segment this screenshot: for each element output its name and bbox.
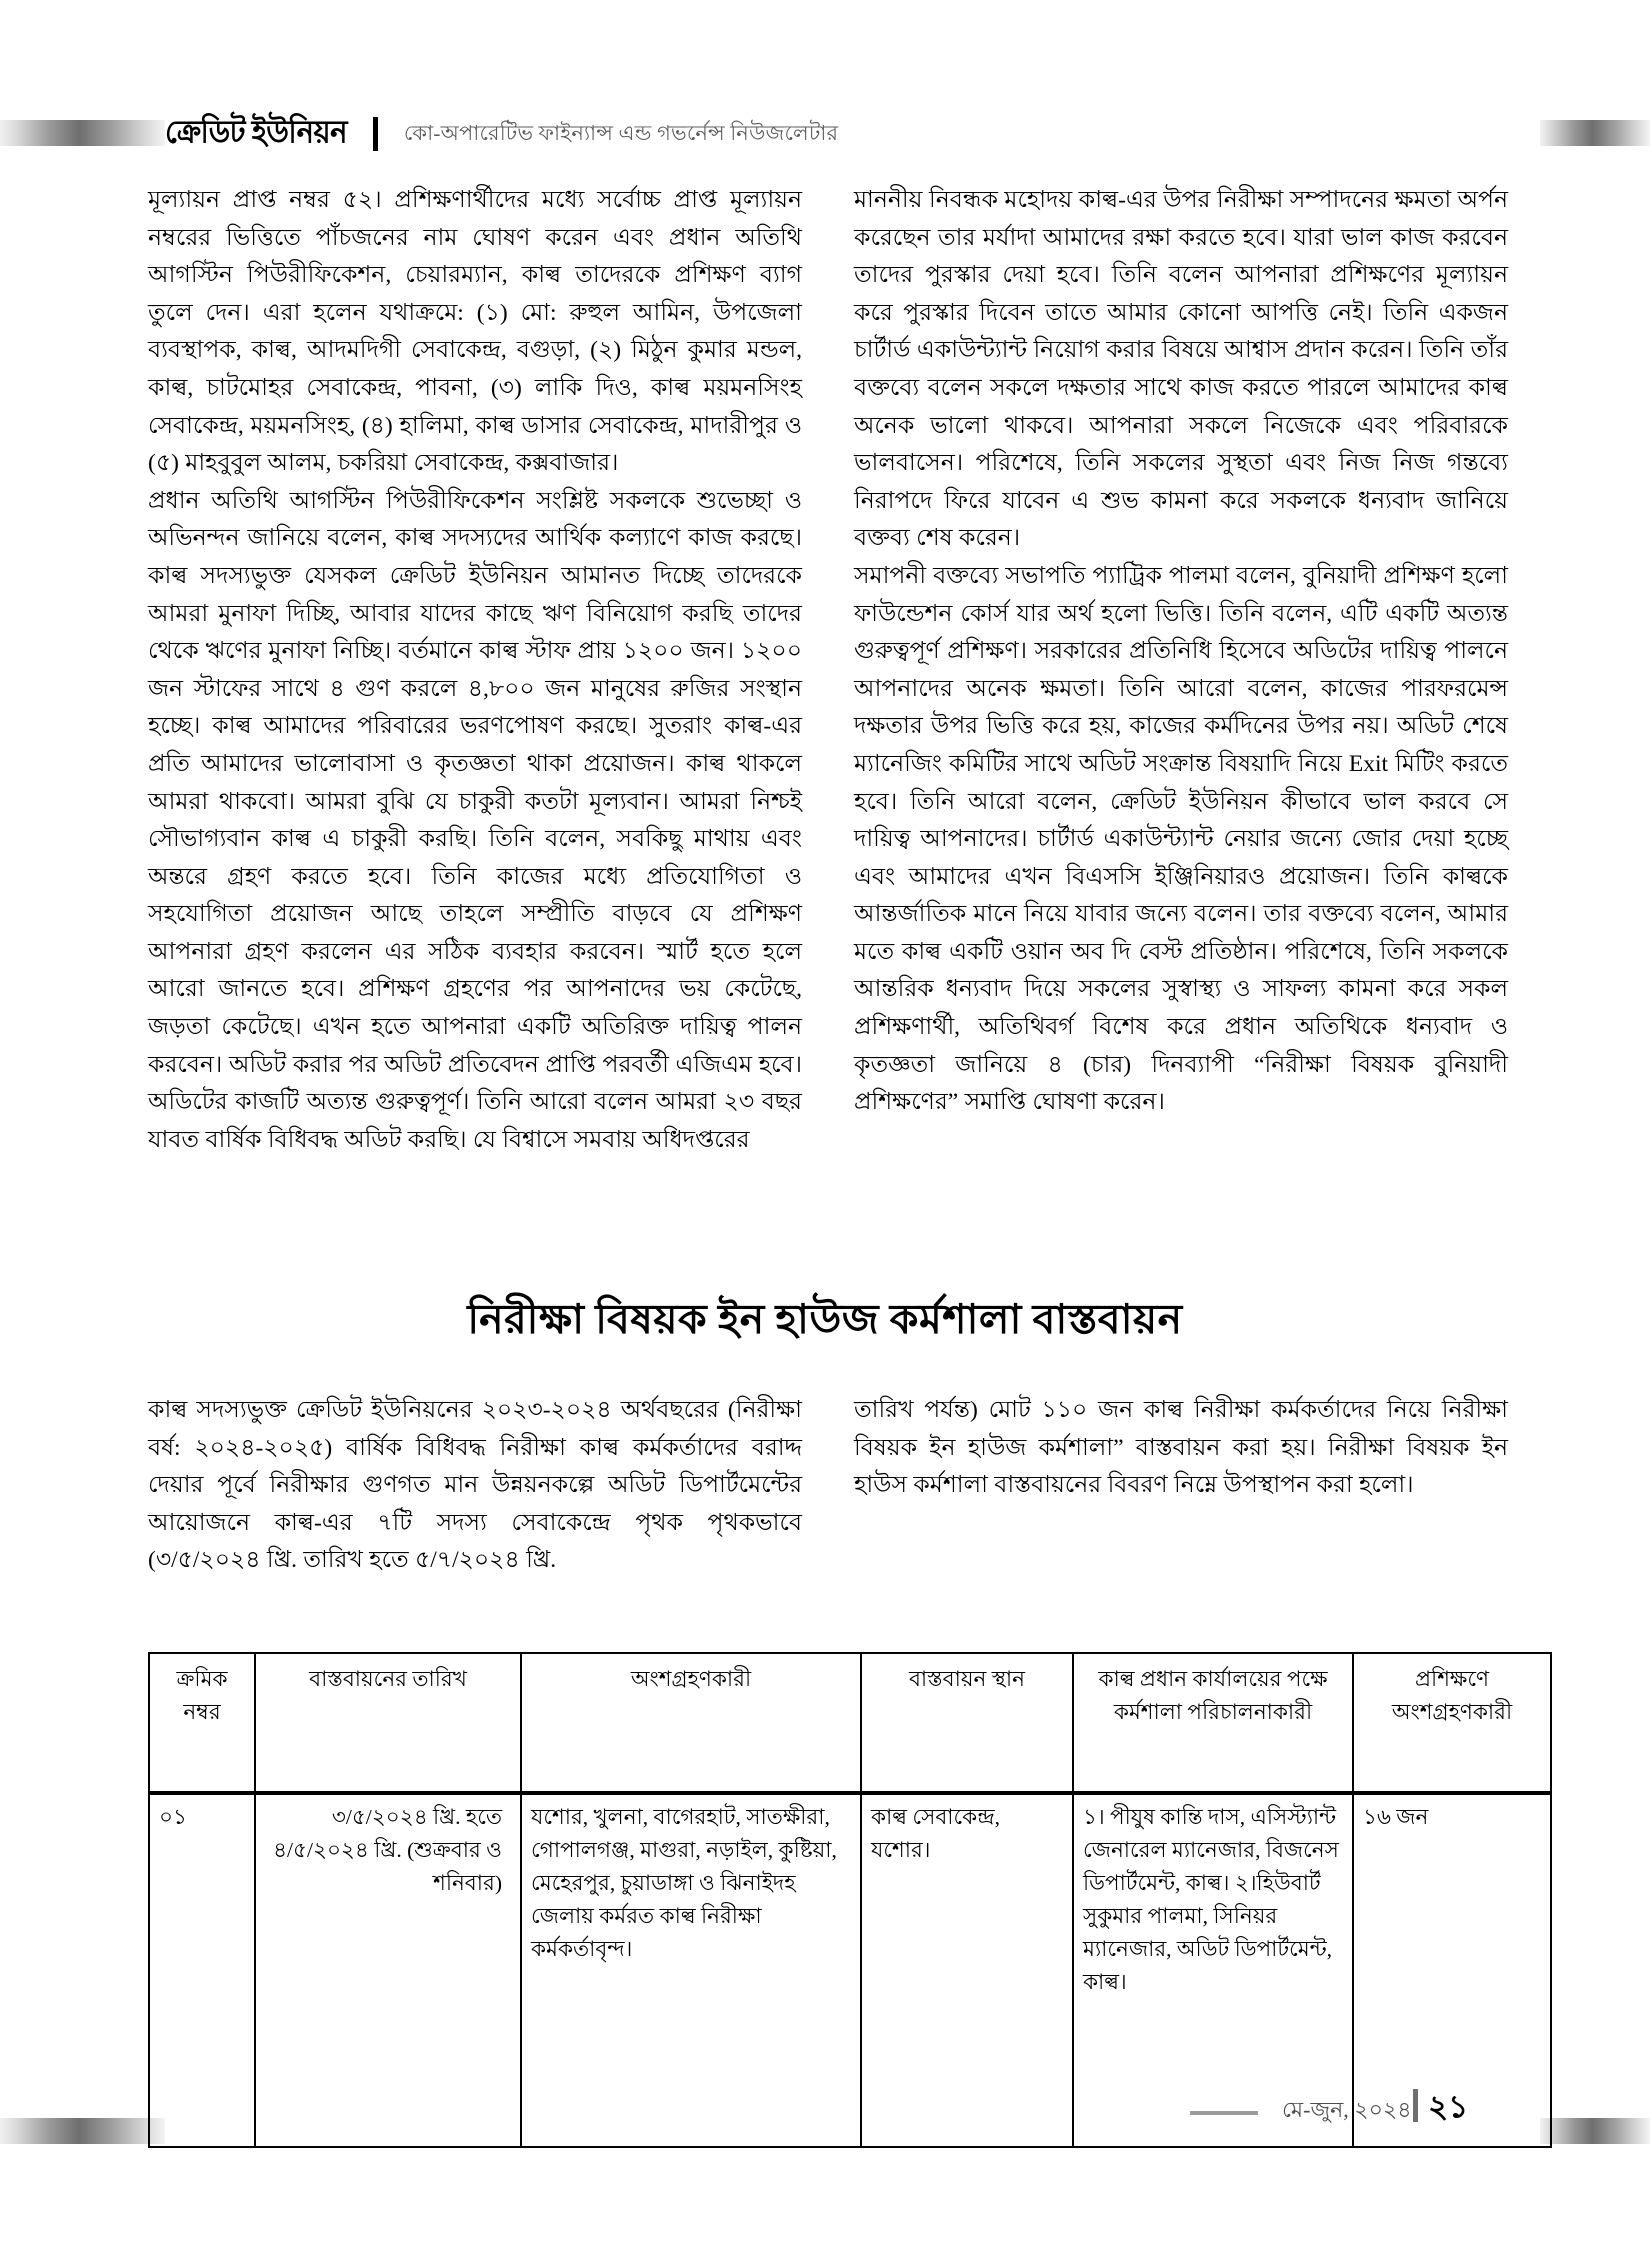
footer-rule — [1190, 2111, 1258, 2115]
col-header-count: প্রশিক্ষণে অংশগ্রহণকারী — [1353, 1653, 1551, 1793]
workshop-table — [148, 1652, 1552, 2148]
article-paragraph: সমাপনী বক্তব্যে সভাপতি প্যাট্রিক পালমা বলেন, বুনিয়াদী প্রশিক্ষণ হলো ফাউন্ডেশন কোর্স যার অর্থ হলো ভিত্তি। তিনি বলেন, এটি একটি অত্যন্ত গুরুত্বপূর্ণ প্রশিক্ষণ। সরকারের প্রতিনিধি হিসেবে অডিটের দায়িত্ব পালনে আপনাদের অনেক ক্ষমতা। তিনি আরো বলেন, কাজের পারফরমেন্স দক্ষতার উপর ভিত্তি করে হয়, কাজের কর্মদিনের উপর নয়। অডিট শেষে ম্যানেজিং কমিটির সাথে অডিট সংক্রান্ত বিষয়াদি নিয়ে Exit মিটিং করতে হবে। তিনি আরো বলেন, ক্রেডিট ইউনিয়ন কীভাবে ভাল করবে সে দায়িত্ব আপনাদের। চার্টার্ড একাউন্ট্যান্ট নেয়ার জন্যে জোর দেয়া হচ্ছে এবং আমাদের এখন বিএসসি ইঞ্জিনিয়ারও প্রয়োজন। তিনি কাল্বকে আন্তর্জাতিক মানে নিয়ে যাবার জন্যে বলেন। তার বক্তব্যে বলেন, আমার মতে কাল্ব একটি ওয়ান অব দি বেস্ট প্রতিষ্ঠান। পরিশেষে, তিনি সকলকে আন্তরিক ধন্যবাদ দিয়ে সকলের সুস্বাস্থ্য ও সাফল্য কামনা করে সকল প্রশিক্ষণার্থী, অতিথিবর্গ বিশেষ করে প্রধান অতিথিকে ধন্যবাদ ও কৃতজ্ঞতা জানিয়ে ৪ (চার) দিনব্যাপী “নিরীক্ষা বিষয়ক বুনিয়াদী প্রশিক্ষণের” সমাপ্তি ঘোষণা করেন। — [854, 562, 1508, 1116]
intro-paragraph: কাল্ব সদস্যভুক্ত ক্রেডিট ইউনিয়নের ২০২৩-২০২৪ অর্থবছরের (নিরীক্ষা বর্ষ: ২০২৪-২০২৫) বার্ষিক বিধিবদ্ধ নিরীক্ষা কাল্ব কর্মকর্তাদের বরাদ্দ দেয়ার পূর্বে নিরীক্ষার গুণগত মান উন্নয়নকল্পে অডিট ডিপার্টমেন্টের আয়োজনে কাল্ব-এর ৭টি সদস্য সেবাকেন্দ্রে পৃথক পৃথকভাবে (৩/৫/২০২৪ খ্রি. তারিখ হতে ৫/৭/২০২৪ খ্রি. — [148, 1397, 802, 1574]
cell-date: ৩/৫/২০২৪ খ্রি. হতে ৪/৫/২০২৪ খ্রি. (শুক্রবার ও শনিবার) — [255, 1793, 521, 2147]
col-header-date: বাস্তবায়নের তারিখ — [255, 1653, 521, 1793]
workshop-table-wrapper — [148, 1652, 1513, 2148]
col-header-venue: বাস্তবায়ন স্থান — [861, 1653, 1073, 1793]
article-paragraph: মূল্যায়ন প্রাপ্ত নম্বর ৫২। প্রশিক্ষণার্থীদের মধ্যে সর্বোচ্চ প্রাপ্ত মূল্যায়ন নম্বরের ভিত্তিতে পাঁচজনের নাম ঘোষণ করেন এবং প্রধান অতিথি আগস্টিন পিউরীফিকেশন, চেয়ারম্যান, কাল্ব তাদেরকে প্রশিক্ষণ ব্যাগ তুলে দেন। এরা হলেন যথাক্রমে: (১) মো: রুহুল আমিন, উপজেলা ব্যবস্থাপক, কাল্ব, আদমদিগী সেবাকেন্দ্র, বগুড়া, (২) মিঠুন কুমার মন্ডল, কাল্ব, চাটমোহর সেবাকেন্দ্র, পাবনা, (৩) লাকি দিও, কাল্ব ময়মনসিংহ সেবাকেন্দ্র, ময়মনসিংহ, (৪) হালিমা, কাল্ব ডাসার সেবাকেন্দ্র, মাদারীপুর ও (৫) মাহবুবুল আলম, চকরিয়া সেবাকেন্দ্র, কক্সবাজার। — [148, 187, 802, 477]
page-number: ২১ — [1428, 2089, 1469, 2124]
masthead — [165, 112, 1540, 156]
col-header-facilitators: কাল্ব প্রধান কার্যালয়ের পক্ষে কর্মশালা পরিচালনাকারী — [1073, 1653, 1353, 1793]
page-footer — [0, 2091, 1650, 2131]
article-columns — [148, 182, 1508, 1159]
masthead-subtitle: কো-অপারেটিভ ফাইন্যান্স এন্ড গভর্নেন্স নিউজলেটার — [403, 120, 839, 145]
cell-participants: যশোর, খুলনা, বাগেরহাট, সাতক্ষীরা, গোপালগঞ্জ, মাগুরা, নড়াইল, কুষ্টিয়া, মেহেরপুর, চুয়াডাঙ্গা ও ঝিনাইদহ জেলায় কর্মরত কাল্ব নিরীক্ষা কর্মকর্তাবৃন্দ। — [521, 1793, 861, 2147]
article-paragraph: মাননীয় নিবন্ধক মহোদয় কাল্ব-এর উপর নিরীক্ষা সম্পাদনের ক্ষমতা অর্পন করেছেন তার মর্যাদা আমাদের রক্ষা করতে হবে। যারা ভাল কাজ করবেন তাদের পুরস্কার দেয়া হবে। তিনি বলেন আপনারা প্রশিক্ষণের মূল্যায়ন করে পুরস্কার দিবেন তাতে আমার কোনো আপত্তি নেই। তিনি একজন চার্টার্ড একাউন্ট্যান্ট নিয়োগ করার বিষয়ে আশ্বাস প্রদান করেন। তিনি তাঁর বক্তব্যে বলেন সকলে দক্ষতার সাথে কাজ করতে পারলে আমাদের কাল্ব অনেক ভালো থাকবে। আপনারা সকলে নিজেকে এবং পরিবারকে ভালবাসেন। পরিশেষে, তিনি সকলের সুস্থতা এবং নিজ নিজ গন্তব্যে নিরাপদে ফিরে যাবেন এ শুভ কামনা করে সকলকে ধন্যবাদ জানিয়ে বক্তব্য শেষ করেন। — [854, 187, 1508, 552]
intro-right-column — [854, 1392, 1508, 1580]
cell-venue: কাল্ব সেবাকেন্দ্র, যশোর। — [861, 1793, 1073, 2147]
article-paragraph: প্রধান অতিথি আগস্টিন পিউরীফিকেশন সংশ্লিষ্ট সকলকে শুভেচ্ছা ও অভিনন্দন জানিয়ে বলেন, কাল্ব সদস্যদের আর্থিক কল্যাণে কাজ করছে। কাল্ব সদস্যভুক্ত যেসকল ক্রেডিট ইউনিয়ন আমানত দিচ্ছে তাদেরকে আমরা মুনাফা দিচ্ছি, আবার যাদের কাছে ঋণ বিনিয়োগ করছি তাদের থেকে ঋণের মুনাফা নিচ্ছি। বর্তমানে কাল্ব স্টাফ প্রায় ১২০০ জন। ১২০০ জন স্টাফের সাথে ৪ গুণ করলে ৪,৮০০ জন মানুষের রুজির সংস্থান হচ্ছে। কাল্ব আমাদের পরিবারের ভরণপোষণ করছে। সুতরাং কাল্ব-এর প্রতি আমাদের ভালোবাসা ও কৃতজ্ঞতা থাকা প্রয়োজন। কাল্ব থাকলে আমরা থাকবো। আমরা বুঝি যে চাকুরী কতটা মূল্যবান। আমরা নিশ্চই সৌভাগ্যবান কাল্ব এ চাকুরী করছি। তিনি বলেন, সবকিছু মাথায় এবং অন্তরে গ্রহণ করতে হবে। তিনি কাজের মধ্যে প্রতিযোগিতা ও সহযোগিতা প্রয়োজন আছে তাহলে সম্প্রীতি বাড়বে যে প্রশিক্ষণ আপনারা গ্রহণ করলেন এর সঠিক ব্যবহার করবেন। স্মার্ট হতে হলে আরো জানতে হবে। প্রশিক্ষণ গ্রহণের পর আপনাদের ভয় কেটেছে, জড়তা কেটেছে। এখন হতে আপনারা একটি অতিরিক্ত দায়িত্ব পালন করবেন। অডিট করার পর অডিট প্রতিবেদন প্রাপ্তি পরবর্তী এজিএম হবে। অডিটের কাজটি অত্যন্ত গুরুত্বপূর্ণ। তিনি আরো বলেন আমরা ২৩ বছর যাবত বার্ষিক বিধিবদ্ধ অডিট করছি। যে বিশ্বাসে সমবায় অধিদপ্তরের — [148, 487, 802, 1153]
intro-left-column — [148, 1392, 802, 1580]
cell-count: ১৬ জন — [1353, 1793, 1551, 2147]
intro-paragraph: তারিখ পর্যন্ত) মোট ১১০ জন কাল্ব নিরীক্ষা কর্মকর্তাদের নিয়ে নিরীক্ষা বিষয়ক ইন হাউজ কর্মশালা” বাস্তবায়ন করা হয়। নিরীক্ষা বিষয়ক ইন হাউস কর্মশালা বাস্তবায়নের বিবরণ নিম্নে উপস্থাপন করা হলো। — [854, 1397, 1508, 1499]
masthead-logo: ক্রেডিট ইউনিয়ন — [165, 115, 347, 150]
footer-date: মে-জুন, ২০২৪ — [1282, 2097, 1412, 2122]
workshop-table-head — [149, 1653, 1551, 1793]
footer-separator — [1413, 2089, 1418, 2122]
col-header-serial: ক্রমিক নম্বর — [149, 1653, 255, 1793]
col-header-participants: অংশগ্রহণকারী — [521, 1653, 861, 1793]
section-heading: নিরীক্ষা বিষয়ক ইন হাউজ কর্মশালা বাস্তবায়ন — [467, 1296, 1183, 1342]
section-intro-columns — [148, 1392, 1508, 1580]
top-left-edge-bar — [0, 120, 165, 146]
cell-serial: ০১ — [149, 1793, 255, 2147]
article-right-column — [854, 182, 1508, 1159]
top-right-edge-bar — [1540, 120, 1650, 146]
article-left-column — [148, 182, 802, 1159]
cell-facilitators: ১। পীযুষ কান্তি দাস, এসিস্ট্যান্ট জেনারেল ম্যানেজার, বিজনেস ডিপার্টমেন্ট, কাল্ব। ২।হিউবার্ট সুকুমার পালমা, সিনিয়র ম্যানেজার, অডিট ডিপার্টমেন্ট, কাল্ব। — [1073, 1793, 1353, 2147]
table-header-row — [149, 1653, 1551, 1793]
